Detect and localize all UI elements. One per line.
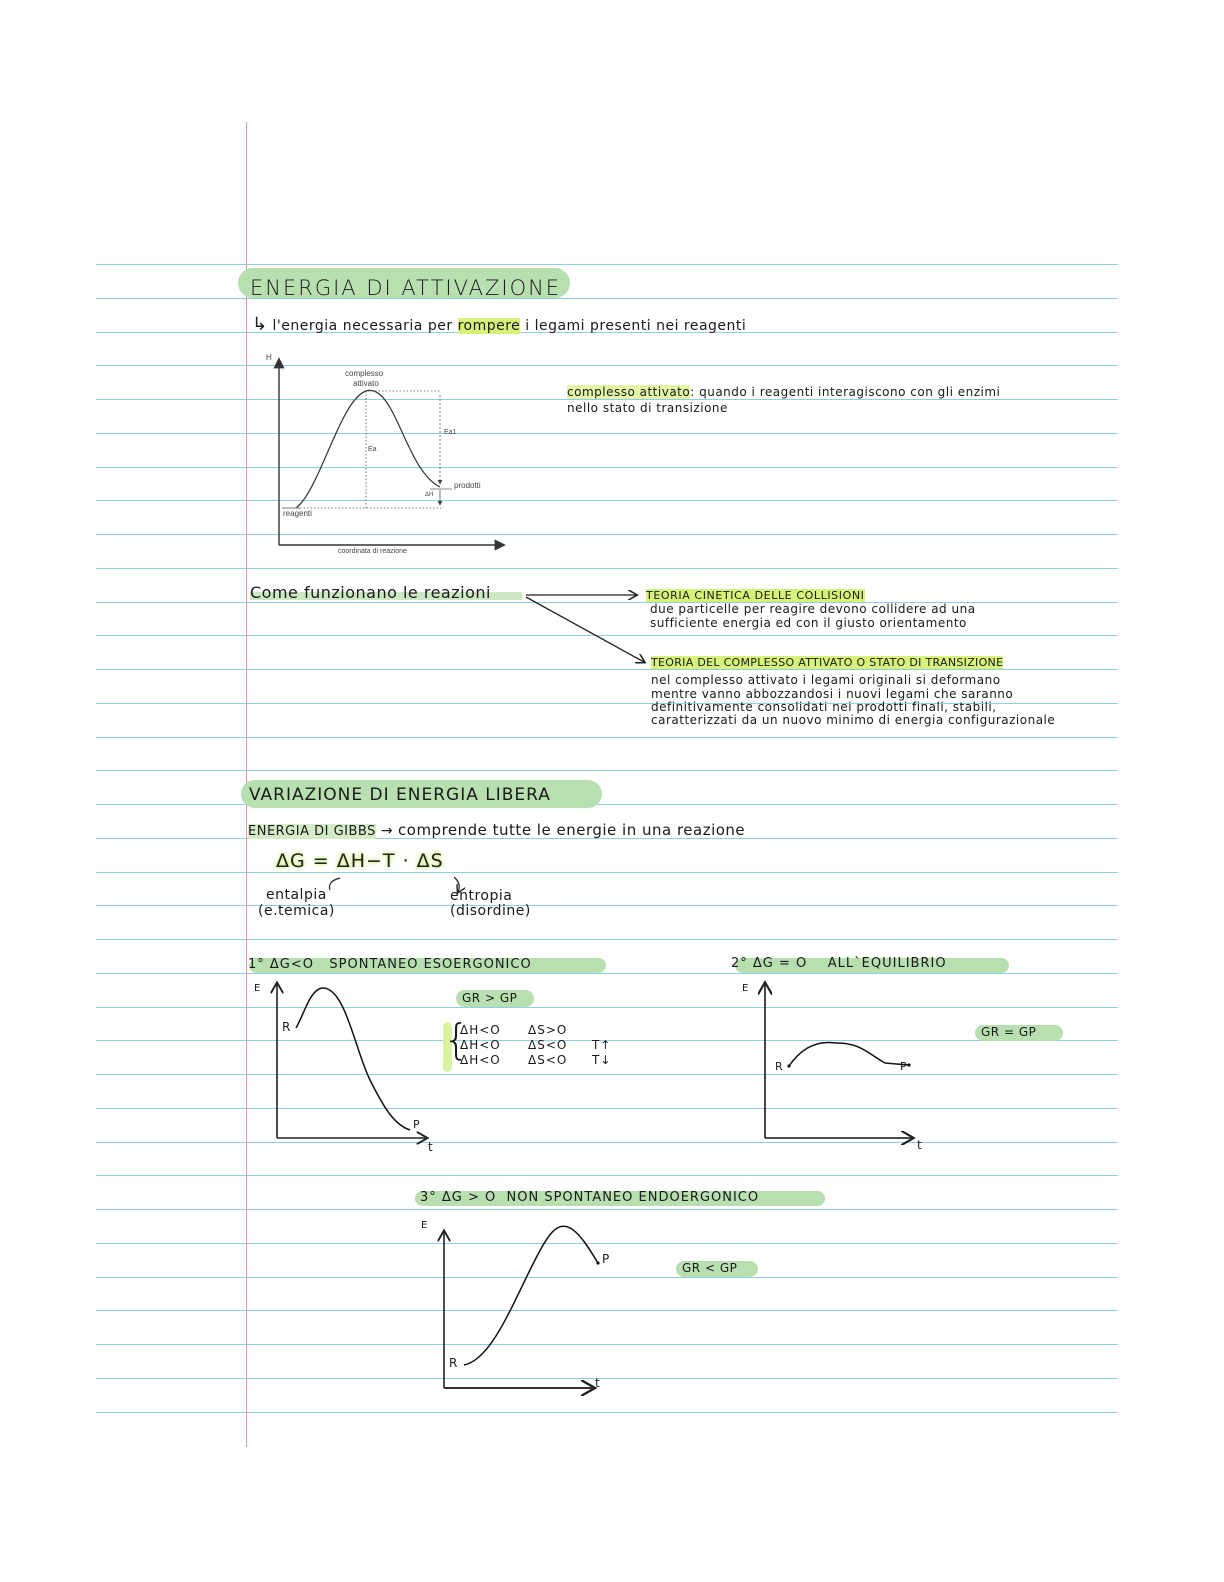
entropy-note: (disordine) [450,903,531,919]
ruled-line [96,1108,1118,1109]
enthalpy-label: entalpia [266,887,327,903]
theory1-line-1: due particelle per reagire devono collidere ad una [650,602,976,616]
entropy-label: entropia [450,888,513,904]
case3-end-label: P [602,1252,610,1266]
case3-start-label: R [449,1356,458,1370]
gibbs-description: comprende tutte le energie in una reazione [398,821,746,839]
ruled-line [96,467,1118,468]
diagram-ea1-label: Ea1 [444,429,457,436]
ruled-line [96,365,1118,366]
definition-suffix: i legami presenti nei reagenti [525,318,747,334]
ruled-line [96,1209,1118,1210]
ruled-line [96,1378,1118,1379]
case1-axis-x: t [428,1140,434,1154]
ruled-line [96,1277,1118,1278]
case3-relation: GR < GP [682,1261,738,1275]
theory2-line-1: nel complesso attivato i legami originali si deformano [651,673,1001,687]
case3-end-dot [596,1261,599,1264]
conditions-brace-icon: { [443,1015,471,1064]
case1-end-label: P [413,1118,421,1131]
condition-cell: T↑ [592,1038,612,1052]
diagram-peak-label-2: attivato [353,379,379,388]
case3-axis-y: E [421,1220,428,1231]
ruled-line [96,669,1118,670]
case2-end-label: P [900,1060,908,1073]
diagram-ea-label: Ea [368,446,377,453]
gibbs-label: ENERGIA DI GIBBS [248,824,376,839]
definition-prefix: l'energia necessaria per [272,318,453,334]
reactions-question: Come funzionano le reazioni [250,583,491,602]
case2-axis-x: t [917,1138,923,1152]
case2-end-dot [907,1063,910,1066]
return-arrow-icon: ↳ [252,314,268,335]
ruled-line [96,939,1118,940]
enthalpy-note: (e.temica) [258,903,335,919]
ruled-line [96,635,1118,636]
case2-relation: GR = GP [981,1025,1037,1039]
ruled-line [96,534,1118,535]
ruled-line [96,770,1118,771]
ruled-line [96,737,1118,738]
ruled-line [96,1344,1118,1345]
ruled-line [96,1074,1118,1075]
condition-cell: ΔS<O [528,1053,568,1067]
condition-cell: ΔS<O [528,1038,568,1052]
case2-title: 2° ΔG = O ALL`EQUILIBRIO [731,956,947,971]
ruled-line [96,1142,1118,1143]
diagram-dh-label: ΔH [425,492,434,498]
case2-start-dot [787,1064,790,1067]
diagram-products-label: prodotti [454,481,481,490]
section-title-energia-attivazione: ENERGIA DI ATTIVAZIONE [250,276,562,300]
note-line1: : quando i reagenti interagiscono con gli enzimi [690,385,1001,399]
diagram-reactants-label: reagenti [283,509,312,518]
condition-cell: ΔH<O [460,1038,501,1052]
theory1-line-2: sufficiente energia ed con il giusto orientamento [650,616,967,630]
case3-axis-x: t [595,1376,601,1390]
condition-cell: ΔH<O [460,1023,501,1037]
activated-complex-note [567,385,1000,399]
ruled-line [96,264,1118,265]
ruled-line [96,568,1118,569]
ruled-line [96,905,1118,906]
condition-cell: ΔH<O [460,1053,501,1067]
ruled-line [96,1310,1118,1311]
gibbs-arrow-icon: → [380,823,394,839]
condition-cell: T↓ [592,1053,612,1067]
ruled-line [96,1007,1118,1008]
ruled-line [96,399,1118,400]
ruled-line [96,1175,1118,1176]
theory2-title: TEORIA DEL COMPLESSO ATTIVATO O STATO DI TRANSIZIONE [651,656,1004,669]
condition-cell: ΔS>O [528,1023,568,1037]
ruled-line [96,1243,1118,1244]
gibbs-formula: ΔG = ΔH−T · ΔS [276,850,444,872]
ruled-line [96,1412,1118,1413]
case1-title: 1° ΔG<O SPONTANEO ESOERGONICO [248,957,532,972]
diagram-x-label: coordinata di reazione [338,548,407,555]
case1-axis-y: E [254,983,261,994]
ruled-line [96,433,1118,434]
note-line2: nello stato di transizione [567,401,728,415]
case3-title: 3° ΔG > O NON SPONTANEO ENDOERGONICO [420,1190,760,1205]
theory2-line-4: caratterizzati da un nuovo minimo di energia configurazionale [651,713,1056,727]
definition-highlight: rompere [457,318,521,334]
theory2-line-2: mentre vanno abbozzandosi i nuovi legami che saranno [651,687,1014,701]
section-title-energia-libera: VARIAZIONE DI ENERGIA LIBERA [249,785,551,805]
case2-start-label: R [775,1060,784,1073]
note-term: complesso attivato [567,385,691,399]
definition-line [252,314,746,335]
theory1-title: TEORIA CINETICA DELLE COLLISIONI [646,589,865,602]
case2-axis-y: E [742,983,749,994]
diagram-peak-label-1: complesso [345,369,384,378]
ruled-line [96,500,1118,501]
diagram-y-label: H [266,353,272,362]
theory2-line-3: definitivamente consolidati nei prodotti finali, stabili, [651,700,997,714]
gibbs-line [248,821,745,839]
enthalpy-arrow [329,878,340,890]
arrow-to-theory2 [526,597,644,662]
case1-relation: GR > GP [462,991,518,1005]
case2-curve [789,1042,909,1066]
case1-start-label: R [282,1020,291,1034]
ruled-line [96,872,1118,873]
